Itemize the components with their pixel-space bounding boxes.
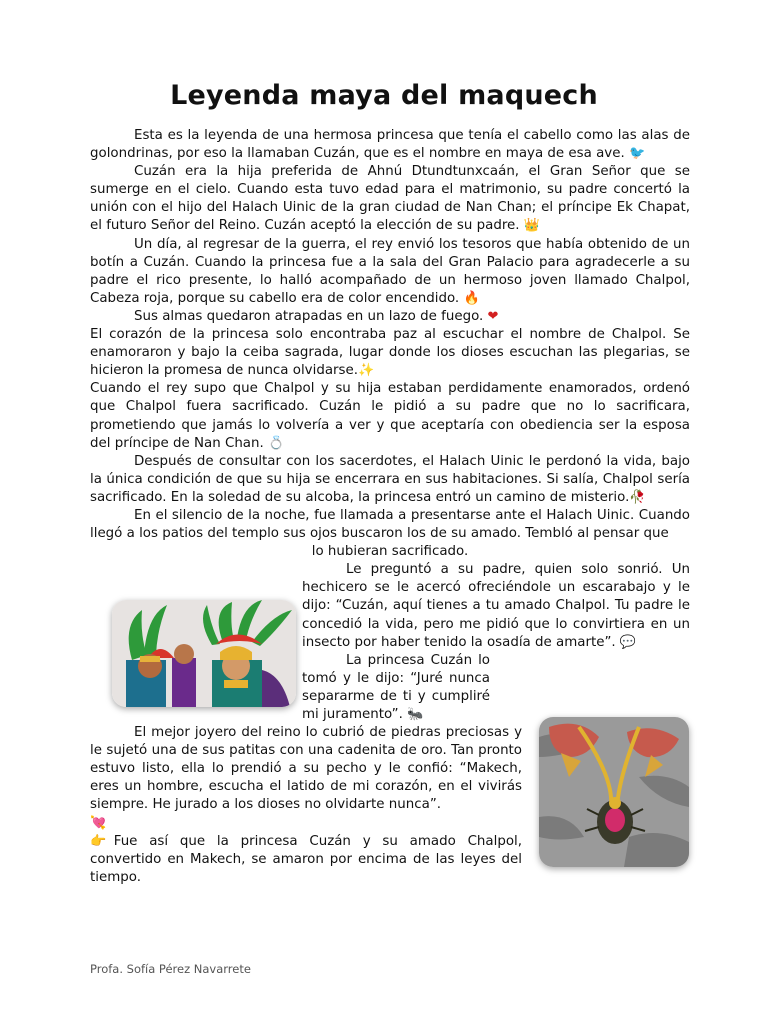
princess-king-drawing [112,600,296,707]
illustration-jeweled-beetle [539,717,689,867]
rose-icon: 🥀 [629,489,646,505]
sparkles-icon: ✨ [358,363,375,379]
paragraph-8: En el silencio de la noche, fue llamada a presentarse ante el Halach Uinic. Cuando llegó a los patios del templo sus ojos buscaron los de su amado. Tembló al pensar que [90,507,690,542]
fire-icon: 🔥 [463,290,480,306]
crown-icon: 👑 [523,218,540,234]
ant-icon: 🐜 [407,707,424,722]
paragraph-3: Un día, al regresar de la guerra, el rey envió los tesoros que había obtenido de un botín a Cuzán. Cuando la princesa fue a la sala del Gran Palacio para agradecerle a su padre el rico presente, lo halló acompañado de un hermoso joven llamado Chalpol, Cabeza roja, porque su cabello era de color encendido. 🔥 [90,236,690,306]
paragraph-11: El mejor joyero del reino lo cubrió de piedras preciosas y le sujetó una de sus patitas con una cadenita de oro. Tan pronto estuvo listo, ella lo prendió a su pecho y le confió: “Makech, eres un hombre, escucha el latido de mi corazón, en el vivirás siempre. He jurado a los dioses no olvidarte nunca”. 💘 [90,725,522,831]
paragraph-5: El corazón de la princesa solo encontraba paz al escuchar el nombre de Chalpol. Se enamoraron y bajo la ceiba sagrada, lugar donde los dioses escuchan las plegarias, se hicieron la promesa de nunca olvidarse.✨ [90,327,690,379]
paragraph-9: Le preguntó a su padre, quien solo sonrió. Un hechicero se le acercó ofreciéndole un escarabajo y le dijo: “Cuzán, aquí tienes a tu amado Chalpol. Tu padre le concedió la vida, pero me pidió que lo convirtiera en un insecto por haber tenido la osadía de amarte”. 💬 [302,562,690,650]
speech-bubble-icon: 💬 [619,634,637,650]
bird-icon: 🐦 [629,146,646,162]
paragraph-7: Después de consultar con los sacerdotes, el Halach Uinic le perdonó la vida, bajo la única condición de que su hija se encerrara en sus habitaciones. Si salía, Chalpol sería sacrificado. En la soledad de su alcoba, la princesa entró un camino de misterio.🥀 [90,453,690,505]
paragraph-12: 👉Fue así que la princesa Cuzán y su amado Chalpol, convertido en Makech, se amaron por encima de las leyes del tiempo. [90,833,523,885]
paragraph-1: Esta es la leyenda de una hermosa princesa que tenía el cabello como las alas de golondrinas, por eso la llamaban Cuzán, que es el nombre en maya de esa ave. 🐦 [90,128,690,162]
illustration-princess-and-king [112,600,296,707]
author-footer: Profa. Sofía Pérez Navarrete [90,962,251,976]
heart-icon: ❤ [487,308,499,324]
paragraph-8-end: lo hubieran sacrificado. [311,544,469,560]
paragraph-10: La princesa Cuzán lo tomó y le dijo: “Juré nunca separarme de ti y cumpliré mi juramento”. 🐜 [302,652,490,722]
pointing-hand-icon: 👉 [90,833,114,849]
paragraph-2: Cuzán era la hija preferida de Ahnú Dtundtunxcaán, el Gran Señor que se sumerge en el cielo. Cuando esta tuvo edad para el matrimonio, su padre concertó la unión con el hijo del Halach Uinic de la gran ciudad de Nan Chan; el príncipe Ek Chapat, el futuro Señor del Reino. Cuzán aceptó la elección de su padre. 👑 [90,164,690,234]
paragraph-6: Cuando el rey supo que Chalpol y su hija estaban perdidamente enamorados, ordenó que Chalpol fuera sacrificado. Cuzán le pidió a su padre que no lo sacrificara, prometiendo que jamás lo volvería a ver y que aceptaría con obediencia ser la esposa del príncipe de Nan Chan. 💍 [90,381,690,451]
paragraph-4: Sus almas quedaron atrapadas en un lazo de fuego. ❤ [134,308,499,324]
page-title: Leyenda maya del maquech [170,80,598,111]
ring-icon: 💍 [268,435,285,451]
beetle-drawing [539,717,689,867]
heart-arrow-icon: 💘 [90,815,107,831]
